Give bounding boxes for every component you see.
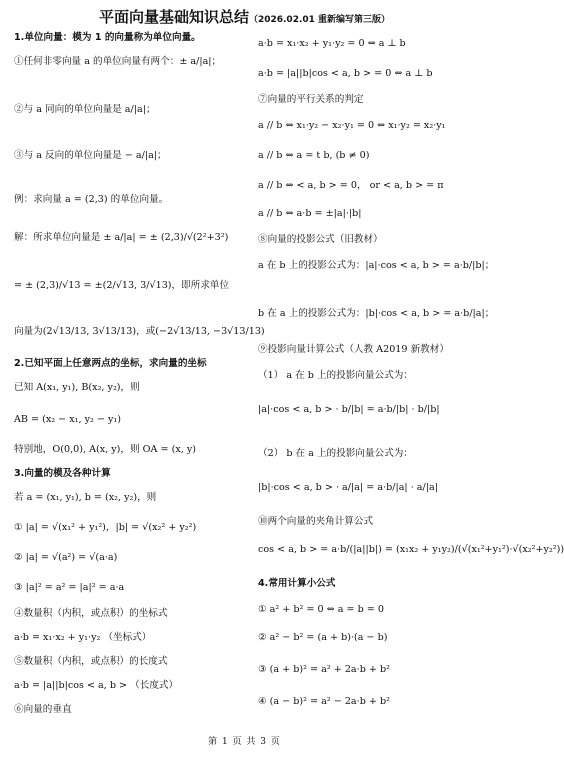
right-line: （1） a 在 b 上的投影向量公式为： (258, 370, 413, 381)
left-line: 解：所求单位向量是 ± a/|a| = ± (2,3)/√(2²+3²) (14, 232, 229, 243)
left-line: 2.已知平面上任意两点的坐标，求向量的坐标 (14, 358, 207, 369)
left-line: a·b = x₁·x₂ + y₁·y₂ （坐标式） (14, 632, 152, 643)
right-line: 4.常用计算小公式 (258, 578, 336, 589)
left-line: 特别地，O(0,0), A(x, y)，则 OA = (x, y) (14, 444, 197, 455)
left-line: 1.单位向量：模为 1 的向量称为单位向量。 (14, 32, 201, 43)
document-title (0, 6, 489, 27)
left-line: 若 a = (x₁, y₁), b = (x₂, y₂)，则 (14, 492, 157, 503)
right-line: a // b ⇔ a·b = ±|a|·|b| (258, 208, 362, 219)
left-line: ③与 a 反向的单位向量是 − a/|a|； (14, 150, 167, 161)
right-line: a // b ⇔ < a, b > = 0， or < a, b > = π (258, 180, 444, 191)
right-line: cos < a, b > = a·b/(|a||b|) = (x₁x₂ + y₁y₂)/(√(x₁²+y₁²)·√(x₂²+y₂²)) (258, 544, 564, 555)
right-line: b 在 a 上的投影公式为：|b|·cos < a, b > = a·b/|a|； (258, 308, 495, 319)
left-line: ② |a| = √(a²) = √(a·a) (14, 552, 118, 563)
left-line: ⑤数量积（内积，或点积）的长度式 (14, 656, 168, 667)
left-line: ③ |a|² = a² = |a|² = a·a (14, 582, 125, 593)
right-line: |a|·cos < a, b > · b/|b| = a·b/|b| · b/|b| (258, 404, 440, 415)
left-line: 向量为(2√13/13, 3√13/13)，或(−2√13/13, −3√13/13) (14, 326, 265, 337)
right-line: ⑩两个向量的夹角计算公式 (258, 516, 374, 527)
right-line: ⑨投影向量计算公式（人教 A2019 新教材） (258, 344, 449, 355)
page-number: 第 1 页 共 3 页 (208, 737, 281, 747)
left-line: ① |a| = √(x₁² + y₁²)，|b| = √(x₂² + y₂²) (14, 522, 197, 533)
right-line: ① a² + b² = 0 ⇔ a = b = 0 (258, 604, 384, 615)
right-line: ④ (a − b)² = a² − 2a·b + b² (258, 696, 390, 707)
right-line: a·b = |a||b|cos < a, b > = 0 ⇔ a ⊥ b (258, 68, 433, 79)
right-line: |b|·cos < a, b > · a/|a| = a·b/|a| · a/|a| (258, 482, 438, 493)
right-line: a 在 b 上的投影公式为：|a|·cos < a, b > = a·b/|b|； (258, 260, 495, 271)
title-edition: （2026.02.01 重新编写第三版） (248, 15, 391, 25)
left-line: ⑥向量的垂直 (14, 704, 72, 715)
title-main: 平面向量基础知识总结 (98, 8, 249, 26)
right-line: a // b ⇔ a = t b, (b ≠ 0) (258, 150, 370, 161)
left-line: = ± (2,3)/√13 = ±(2/√13, 3/√13)，即所求单位 (14, 280, 230, 291)
right-line: ⑧向量的投影公式（旧教材） (258, 234, 383, 245)
left-line: 3.向量的模及各种计算 (14, 468, 111, 479)
right-line: a // b ⇔ x₁·y₂ − x₂·y₁ = 0 ⇔ x₁·y₂ = x₂·y₁ (258, 120, 446, 131)
right-line: ② a² − b² = (a + b)·(a − b) (258, 632, 388, 643)
left-line: a·b = |a||b|cos < a, b > （长度式） (14, 680, 179, 691)
left-line: 例：求向量 a = (2,3) 的单位向量。 (14, 194, 169, 205)
right-line: ⑦向量的平行关系的判定 (258, 94, 364, 105)
left-line: ①任何非零向量 a 的单位向量有两个：± a/|a|； (14, 56, 222, 67)
right-line: （2） b 在 a 上的投影向量公式为： (258, 448, 413, 459)
right-line: a·b = x₁·x₂ + y₁·y₂ = 0 ⇔ a ⊥ b (258, 38, 406, 49)
left-line: ②与 a 同向的单位向量是 a/|a|； (14, 104, 156, 115)
left-line: 已知 A(x₁, y₁), B(x₂, y₂)，则 (14, 382, 140, 393)
left-line: AB = (x₂ − x₁, y₂ − y₁) (14, 414, 122, 425)
left-line: ④数量积（内积，或点积）的坐标式 (14, 608, 168, 619)
right-line: ③ (a + b)² = a² + 2a·b + b² (258, 664, 390, 675)
